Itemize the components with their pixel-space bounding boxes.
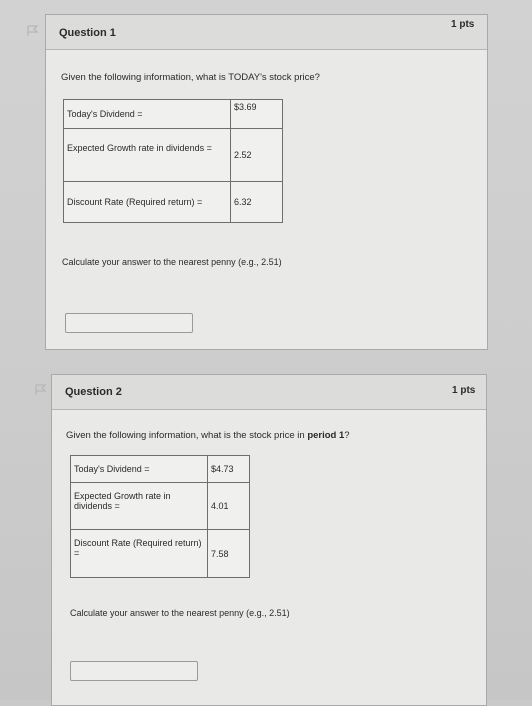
table-row: [71, 456, 250, 483]
row-label: Expected Growth rate in dividends =: [71, 483, 208, 530]
row-value: $4.73: [208, 456, 250, 483]
table-row: [64, 182, 283, 223]
prompt-prefix: Given the following information, what is the stock price in: [66, 430, 308, 441]
row-value: $3.69: [231, 100, 283, 129]
row-label: Expected Growth rate in dividends =: [64, 129, 231, 182]
table-row: [71, 483, 250, 530]
info-table: [63, 99, 283, 223]
points-label: 1 pts: [452, 385, 476, 396]
row-value: 4.01: [208, 483, 250, 530]
question-title: Question 1: [59, 27, 116, 39]
instruction-text: Calculate your answer to the nearest penny (e.g., 2.51): [62, 257, 282, 267]
answer-input[interactable]: [70, 661, 198, 681]
question-prompt: [66, 430, 350, 441]
row-label: Discount Rate (Required return) =: [71, 530, 208, 578]
question-card-2: [51, 374, 487, 706]
table-row: [71, 530, 250, 578]
answer-input[interactable]: [65, 313, 193, 333]
row-value: 6.32: [231, 182, 283, 223]
question-title: Question 2: [65, 386, 122, 398]
instruction-text: Calculate your answer to the nearest penny (e.g., 2.51): [70, 608, 290, 618]
flag-icon[interactable]: [26, 25, 40, 37]
table-row: [64, 100, 283, 129]
row-label: Discount Rate (Required return) =: [64, 182, 231, 223]
info-table: [70, 455, 250, 578]
row-value: 2.52: [231, 129, 283, 182]
row-value: 7.58: [208, 530, 250, 578]
prompt-emphasis: period 1: [307, 430, 345, 441]
points-label: 1 pts: [451, 19, 475, 30]
question-card-1: [45, 14, 488, 350]
prompt-suffix: ?: [344, 430, 350, 441]
row-label: Today's Dividend =: [71, 456, 208, 483]
flag-icon[interactable]: [34, 384, 48, 396]
row-label: Today's Dividend =: [64, 100, 231, 129]
table-row: [64, 129, 283, 182]
question-prompt: Given the following information, what is TODAY's stock price?: [61, 72, 320, 83]
